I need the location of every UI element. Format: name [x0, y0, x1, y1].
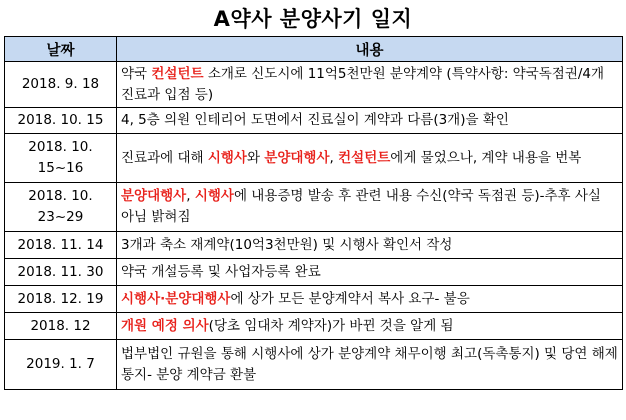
row-date: 2018. 10. 15~16	[5, 134, 117, 183]
content-text: ,	[329, 149, 339, 166]
highlighted-party: 시행사·분양대행사	[121, 290, 231, 307]
content-text: 4, 5층 의원 인테리어 도면에서 진료실이 계약과 다름(3개)을 확인	[121, 112, 509, 128]
table-row	[5, 183, 623, 232]
row-content	[117, 340, 623, 390]
table-body	[5, 62, 623, 390]
table-row	[5, 232, 623, 259]
table-row	[5, 259, 623, 286]
content-text: 에게 물었으나, 계약 내용을 번복	[390, 149, 582, 166]
content-text: 에 내용증명 발송 후 관련 내용 수신(약국 독점권 등)-추후 사실 아님 밝혀짐	[121, 188, 601, 225]
content-text: 법부법인 규원을 통해 시행사에 상가 분양계약 채무이행 최고(독촉통지) 및 당연 해제 통지- 분양 계약금 환불	[121, 345, 618, 383]
table-row	[5, 313, 623, 340]
content-text: 약국	[121, 65, 152, 82]
table-row	[5, 134, 623, 183]
table-row	[5, 108, 623, 134]
row-content	[117, 62, 623, 108]
row-content	[117, 313, 623, 340]
row-date: 2018. 12	[5, 313, 117, 340]
highlighted-party: 컨설턴트	[151, 65, 204, 82]
content-text: 에 상가 모든 분양계약서 복사 요구- 불응	[230, 290, 470, 307]
highlighted-party: 분양대행사	[264, 149, 330, 166]
row-date: 2018. 11. 14	[5, 232, 117, 259]
log-table	[4, 36, 623, 390]
content-text: 소개로 신도시에 11억5천만원 분약계약 (특약사항: 약국독점권/4개 진료과 입점 등)	[121, 65, 605, 103]
page-title: A약사 분양사기 일지	[213, 7, 413, 31]
content-text: ,	[186, 188, 195, 204]
highlighted-party: 시행사	[207, 149, 247, 166]
row-content	[117, 134, 623, 183]
row-date: 2018. 11. 30	[5, 259, 117, 286]
table-row	[5, 62, 623, 108]
content-text: 약국 개설등록 및 사업자등록 완료	[121, 263, 321, 280]
row-content	[117, 232, 623, 259]
content-text: 3개과 축소 재계약(10억3천만원) 및 시행사 확인서 작성	[121, 236, 453, 253]
row-date: 2018. 10. 23~29	[5, 183, 117, 232]
row-date: 2018. 12. 19	[5, 286, 117, 313]
content-text: 진료과에 대해	[121, 149, 208, 166]
highlighted-party: 개원 예정 의사	[121, 317, 209, 334]
row-date: 2019. 1. 7	[5, 340, 117, 390]
row-content	[117, 108, 623, 134]
table-row	[5, 286, 623, 313]
row-content	[117, 286, 623, 313]
row-date: 2018. 9. 18	[5, 62, 117, 108]
row-content	[117, 183, 623, 232]
header-content: 내용	[117, 37, 623, 62]
table-header-row	[5, 37, 623, 62]
content-text: (당초 임대차 계약자)가 바뀐 것을 알게 됨	[208, 317, 454, 334]
highlighted-party: 분양대행사	[121, 188, 187, 204]
row-content	[117, 259, 623, 286]
content-text: 와	[246, 149, 265, 166]
header-date: 날짜	[5, 37, 117, 62]
highlighted-party: 시행사	[194, 188, 234, 204]
row-date: 2018. 10. 15	[5, 108, 117, 134]
table-row	[5, 340, 623, 390]
highlighted-party: 컨설턴트	[338, 149, 391, 166]
